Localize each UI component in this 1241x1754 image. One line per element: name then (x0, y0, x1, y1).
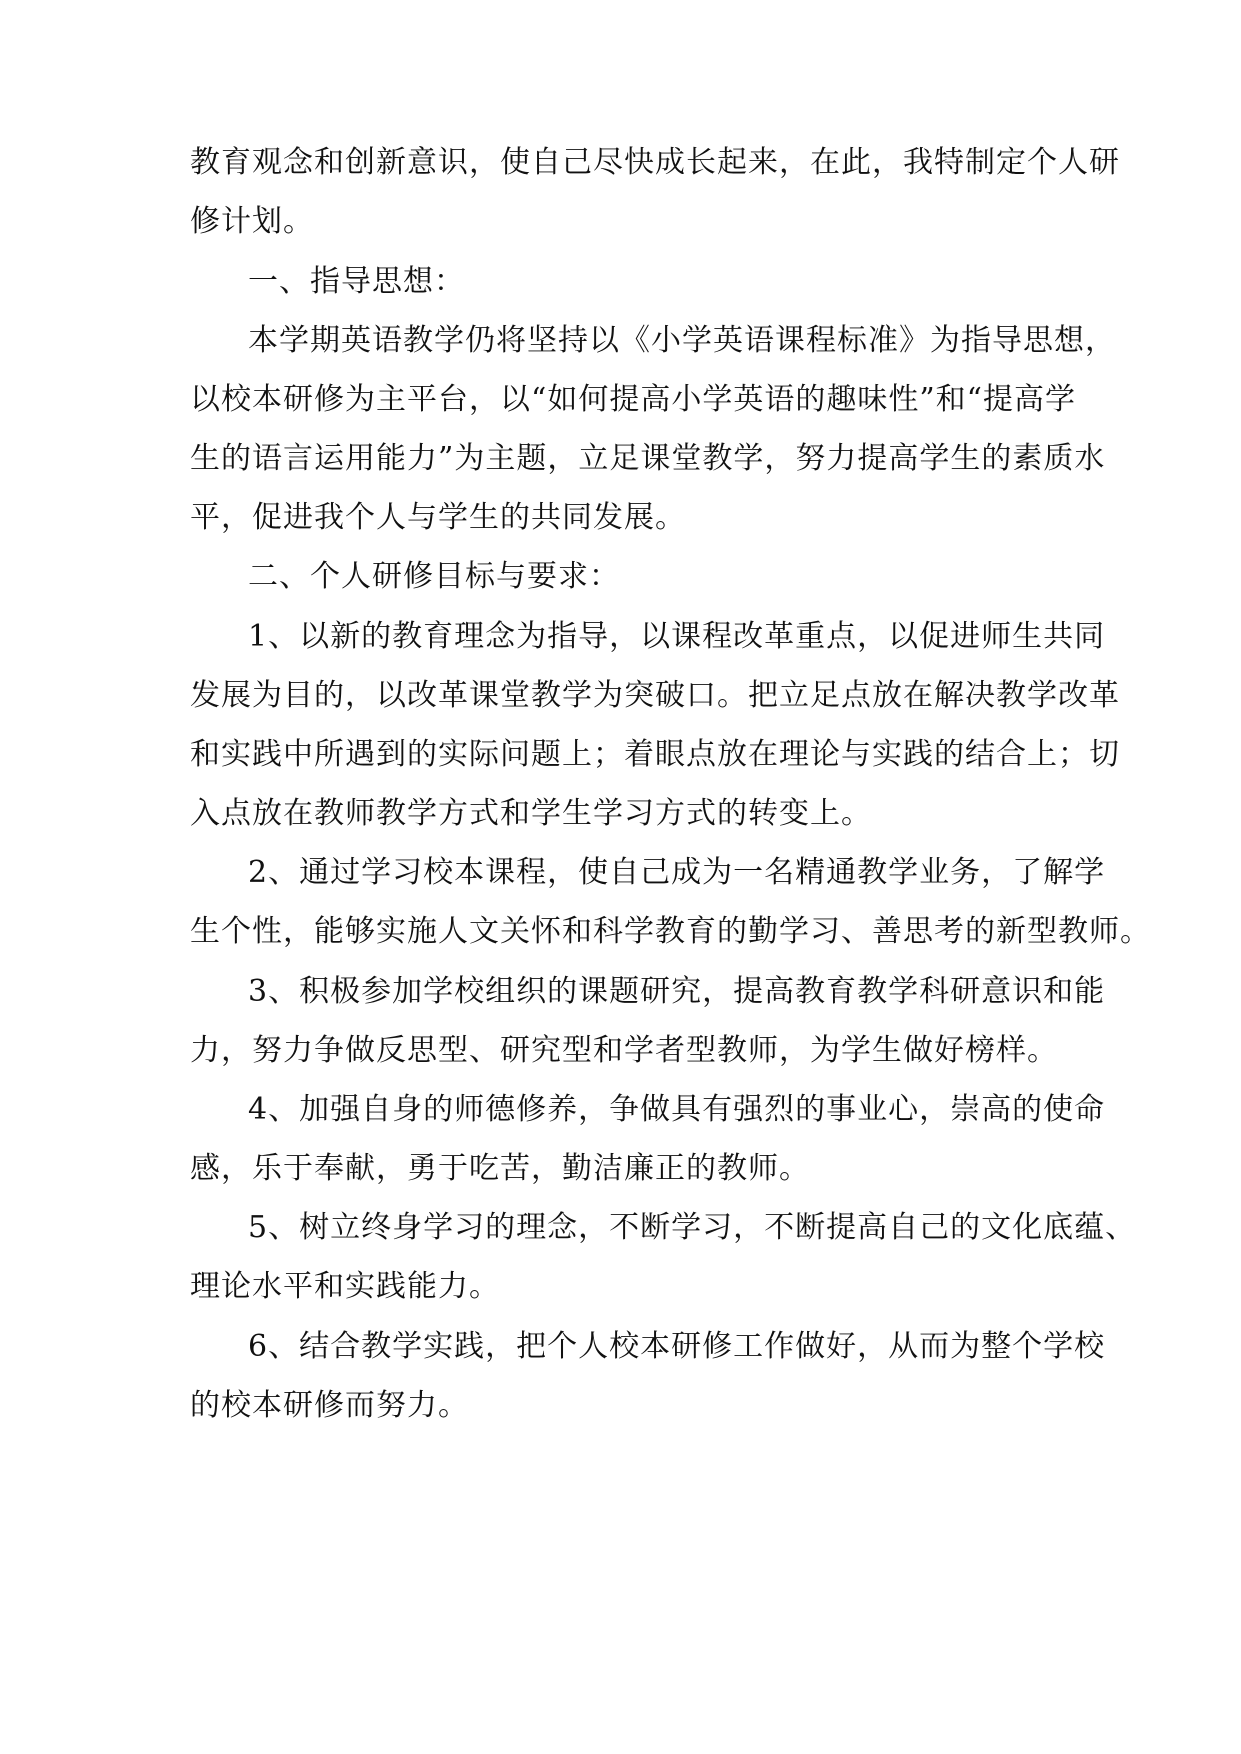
list-item-line: 1、以新的教育理念为指导，以课程改革重点，以促进师生共同 (248, 619, 1106, 654)
body-text-line: 修计划。 (190, 204, 314, 239)
list-item-line: 入点放在教师教学方式和学生学习方式的转变上。 (190, 796, 872, 831)
list-item-line: 4、加强自身的师德修养，争做具有强烈的事业心，崇高的使命 (248, 1092, 1106, 1127)
body-text-line: 生的语言运用能力”为主题，立足课堂教学，努力提高学生的素质水 (190, 441, 1106, 476)
body-text-line: 教育观念和创新意识，使自己尽快成长起来，在此，我特制定个人研 (190, 145, 1120, 180)
list-item-line: 感，乐于奉献，勇于吃苦，勤洁廉正的教师。 (190, 1151, 810, 1186)
list-item-line: 发展为目的，以改革课堂教学为突破口。把立足点放在解决教学改革 (190, 678, 1120, 713)
section-heading: 二、个人研修目标与要求： (248, 559, 620, 594)
body-text-line: 平，促进我个人与学生的共同发展。 (190, 500, 686, 535)
list-item-line: 3、积极参加学校组织的课题研究，提高教育教学科研意识和能 (248, 974, 1106, 1009)
list-item-line: 力，努力争做反思型、研究型和学者型教师，为学生做好榜样。 (190, 1033, 1058, 1068)
body-text-line: 本学期英语教学仍将坚持以《小学英语课程标准》为指导思想， (248, 323, 1116, 358)
list-item-line: 的校本研修而努力。 (190, 1388, 469, 1423)
list-item-line: 理论水平和实践能力。 (190, 1269, 500, 1304)
list-item-line: 6、结合教学实践，把个人校本研修工作做好，从而为整个学校 (248, 1329, 1106, 1364)
section-heading: 一、指导思想： (248, 264, 465, 299)
body-text-line: 以校本研修为主平台，以“如何提高小学英语的趣味性”和“提高学 (190, 382, 1077, 417)
list-item-line: 2、通过学习校本课程，使自己成为一名精通教学业务，了解学 (248, 855, 1106, 890)
list-item-line: 和实践中所遇到的实际问题上；着眼点放在理论与实践的结合上；切 (190, 737, 1120, 772)
list-item-line: 生个性，能够实施人文关怀和科学教育的勤学习、善思考的新型教师。 (190, 914, 1151, 949)
list-item-line: 5、树立终身学习的理念，不断学习，不断提高自己的文化底蕴、 (248, 1210, 1137, 1245)
